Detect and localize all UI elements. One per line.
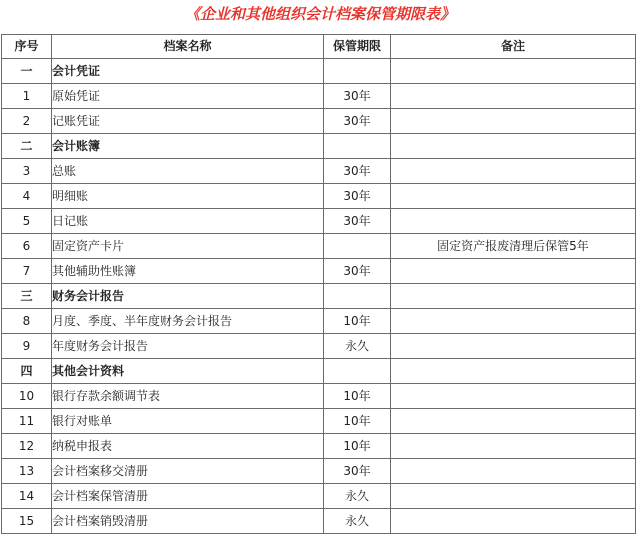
cell-seq: 1	[2, 84, 52, 109]
cell-period: 30年	[324, 184, 391, 209]
cell-seq: 8	[2, 309, 52, 334]
cell-period: 30年	[324, 259, 391, 284]
cell-name: 月度、季度、半年度财务会计报告	[52, 309, 324, 334]
cell-name: 财务会计报告	[52, 284, 324, 309]
cell-name: 会计账簿	[52, 134, 324, 159]
cell-seq: 5	[2, 209, 52, 234]
cell-period: 10年	[324, 409, 391, 434]
cell-seq: 13	[2, 459, 52, 484]
cell-period: 永久	[324, 334, 391, 359]
table-group-row	[2, 134, 636, 159]
cell-period	[324, 359, 391, 384]
cell-note	[391, 434, 636, 459]
cell-period: 10年	[324, 384, 391, 409]
cell-seq: 一	[2, 59, 52, 84]
cell-name: 原始凭证	[52, 84, 324, 109]
table-row	[2, 184, 636, 209]
table-row	[2, 309, 636, 334]
table-row	[2, 334, 636, 359]
cell-period: 10年	[324, 309, 391, 334]
table-row	[2, 209, 636, 234]
cell-period	[324, 134, 391, 159]
header-period: 保管期限	[324, 35, 391, 59]
cell-note	[391, 109, 636, 134]
cell-name: 会计档案销毁清册	[52, 509, 324, 534]
page-title: 《企业和其他组织会计档案保管期限表》	[184, 5, 455, 23]
table-row	[2, 259, 636, 284]
cell-name: 纳税申报表	[52, 434, 324, 459]
cell-seq: 9	[2, 334, 52, 359]
table-row	[2, 484, 636, 509]
table-row	[2, 459, 636, 484]
header-name: 档案名称	[52, 35, 324, 59]
table-row	[2, 409, 636, 434]
table-row	[2, 84, 636, 109]
cell-seq: 二	[2, 134, 52, 159]
cell-note	[391, 84, 636, 109]
cell-note	[391, 134, 636, 159]
cell-name: 固定资产卡片	[52, 234, 324, 259]
cell-note	[391, 284, 636, 309]
cell-note	[391, 184, 636, 209]
table-row	[2, 109, 636, 134]
table-row	[2, 384, 636, 409]
cell-name: 其他会计资料	[52, 359, 324, 384]
cell-period: 10年	[324, 434, 391, 459]
cell-note	[391, 409, 636, 434]
cell-name: 明细账	[52, 184, 324, 209]
cell-name: 会计凭证	[52, 59, 324, 84]
retention-table	[1, 34, 636, 534]
cell-seq: 3	[2, 159, 52, 184]
cell-period: 30年	[324, 84, 391, 109]
cell-seq: 7	[2, 259, 52, 284]
cell-note	[391, 484, 636, 509]
cell-seq: 12	[2, 434, 52, 459]
cell-period: 永久	[324, 509, 391, 534]
cell-note	[391, 359, 636, 384]
cell-note	[391, 59, 636, 84]
cell-period	[324, 59, 391, 84]
cell-period: 30年	[324, 209, 391, 234]
cell-seq: 10	[2, 384, 52, 409]
cell-name: 会计档案移交清册	[52, 459, 324, 484]
cell-seq: 四	[2, 359, 52, 384]
cell-note	[391, 384, 636, 409]
cell-note	[391, 309, 636, 334]
cell-note	[391, 159, 636, 184]
table-header-row	[2, 35, 636, 59]
table-row	[2, 434, 636, 459]
table-group-row	[2, 59, 636, 84]
cell-seq: 14	[2, 484, 52, 509]
cell-name: 总账	[52, 159, 324, 184]
cell-period: 永久	[324, 484, 391, 509]
table-group-row	[2, 359, 636, 384]
cell-note	[391, 509, 636, 534]
cell-seq: 2	[2, 109, 52, 134]
cell-name: 记账凭证	[52, 109, 324, 134]
cell-note	[391, 259, 636, 284]
cell-seq: 6	[2, 234, 52, 259]
cell-period: 30年	[324, 459, 391, 484]
cell-seq: 4	[2, 184, 52, 209]
cell-seq: 11	[2, 409, 52, 434]
cell-period	[324, 234, 391, 259]
cell-name: 日记账	[52, 209, 324, 234]
cell-seq: 三	[2, 284, 52, 309]
cell-note	[391, 334, 636, 359]
cell-name: 其他辅助性账簿	[52, 259, 324, 284]
cell-name: 银行对账单	[52, 409, 324, 434]
cell-note: 固定资产报废清理后保管5年	[391, 234, 636, 259]
table-body	[2, 59, 636, 534]
cell-name: 会计档案保管清册	[52, 484, 324, 509]
cell-period: 30年	[324, 109, 391, 134]
table-row	[2, 159, 636, 184]
table-row	[2, 509, 636, 534]
cell-note	[391, 459, 636, 484]
cell-period: 30年	[324, 159, 391, 184]
cell-name: 年度财务会计报告	[52, 334, 324, 359]
header-seq: 序号	[2, 35, 52, 59]
cell-note	[391, 209, 636, 234]
table-group-row	[2, 284, 636, 309]
cell-seq: 15	[2, 509, 52, 534]
header-note: 备注	[391, 35, 636, 59]
cell-name: 银行存款余额调节表	[52, 384, 324, 409]
cell-period	[324, 284, 391, 309]
table-row	[2, 234, 636, 259]
